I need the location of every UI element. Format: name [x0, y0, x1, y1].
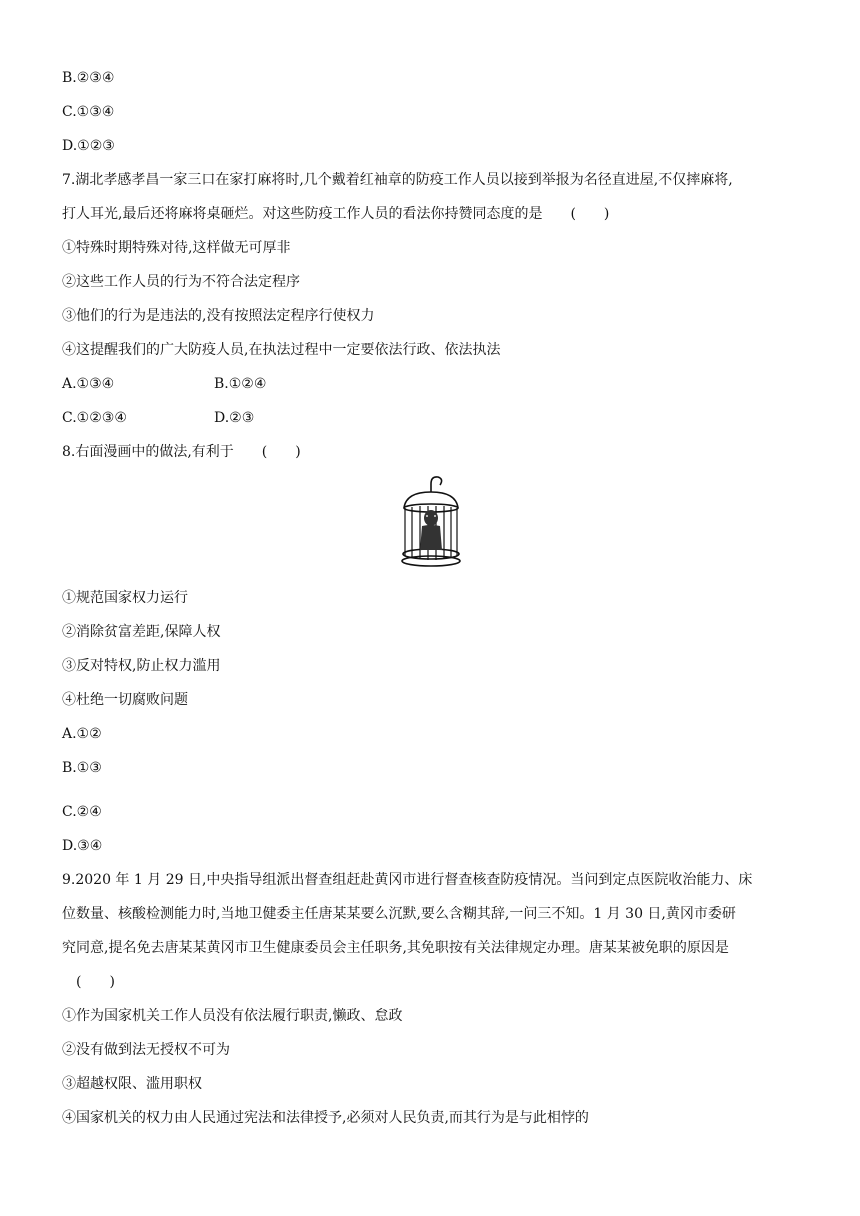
option-b: B.②③④ — [62, 70, 115, 86]
q9-stem-line-1: 9.2020 年 1 月 29 日,中央指导组派出督查组赶赴黄冈市进行督查核查防疫情况。当问到定点医院收治能力、床 — [62, 872, 753, 888]
q9-answer-bracket: ( ) — [62, 974, 115, 990]
q9-item-3: ③超越权限、滥用职权 — [62, 1076, 202, 1092]
q9-item-1: ①作为国家机关工作人员没有依法履行职责,懒政、怠政 — [62, 1008, 403, 1024]
q7-item-3: ③他们的行为是违法的,没有按照法定程序行使权力 — [62, 308, 375, 324]
q8-stem: 8.右面漫画中的做法,有利于 ( ) — [62, 444, 301, 460]
q8-option-c: C.②④ — [62, 804, 102, 820]
q8-item-4: ④杜绝一切腐败问题 — [62, 692, 188, 708]
option-c: C.①③④ — [62, 104, 115, 120]
q8-option-a: A.①② — [62, 726, 102, 742]
q7-item-1: ①特殊时期特殊对待,这样做无可厚非 — [62, 240, 291, 256]
q8-item-2: ②消除贫富差距,保障人权 — [62, 624, 221, 640]
q7-option-c: C.①②③④ — [62, 410, 127, 426]
birdcage-cartoon-image — [398, 474, 464, 570]
q9-stem-line-3: 究同意,提名免去唐某某黄冈市卫生健康委员会主任职务,其免职按有关法律规定办理。唐某某被免职的原因是 — [62, 940, 729, 956]
q7-item-2: ②这些工作人员的行为不符合法定程序 — [62, 274, 300, 290]
q9-item-2: ②没有做到法无授权不可为 — [62, 1042, 230, 1058]
q8-option-b: B.①③ — [62, 760, 102, 776]
q8-item-1: ①规范国家权力运行 — [62, 590, 188, 606]
q8-option-d: D.③④ — [62, 838, 103, 854]
q7-stem-line-2: 打人耳光,最后还将麻将桌砸烂。对这些防疫工作人员的看法你持赞同态度的是 ( ) — [62, 206, 610, 222]
q7-option-a: A.①③④ — [62, 376, 115, 392]
q8-item-3: ③反对特权,防止权力滥用 — [62, 658, 221, 674]
q7-stem-line-1: 7.湖北孝感孝昌一家三口在家打麻将时,几个戴着红袖章的防疫工作人员以接到举报为名径直进屋,不仅摔麻将, — [62, 172, 733, 188]
q7-item-4: ④这提醒我们的广大防疫人员,在执法过程中一定要依法行政、依法执法 — [62, 342, 501, 358]
q7-option-b: B.①②④ — [214, 376, 267, 392]
q9-item-4: ④国家机关的权力由人民通过宪法和法律授予,必须对人民负责,而其行为是与此相悖的 — [62, 1110, 589, 1126]
q9-stem-line-2: 位数量、核酸检测能力时,当地卫健委主任唐某某要么沉默,要么含糊其辞,一问三不知。1 月 30 日,黄冈市委研 — [62, 906, 736, 922]
option-d: D.①②③ — [62, 138, 115, 154]
q7-option-d: D.②③ — [214, 410, 255, 426]
